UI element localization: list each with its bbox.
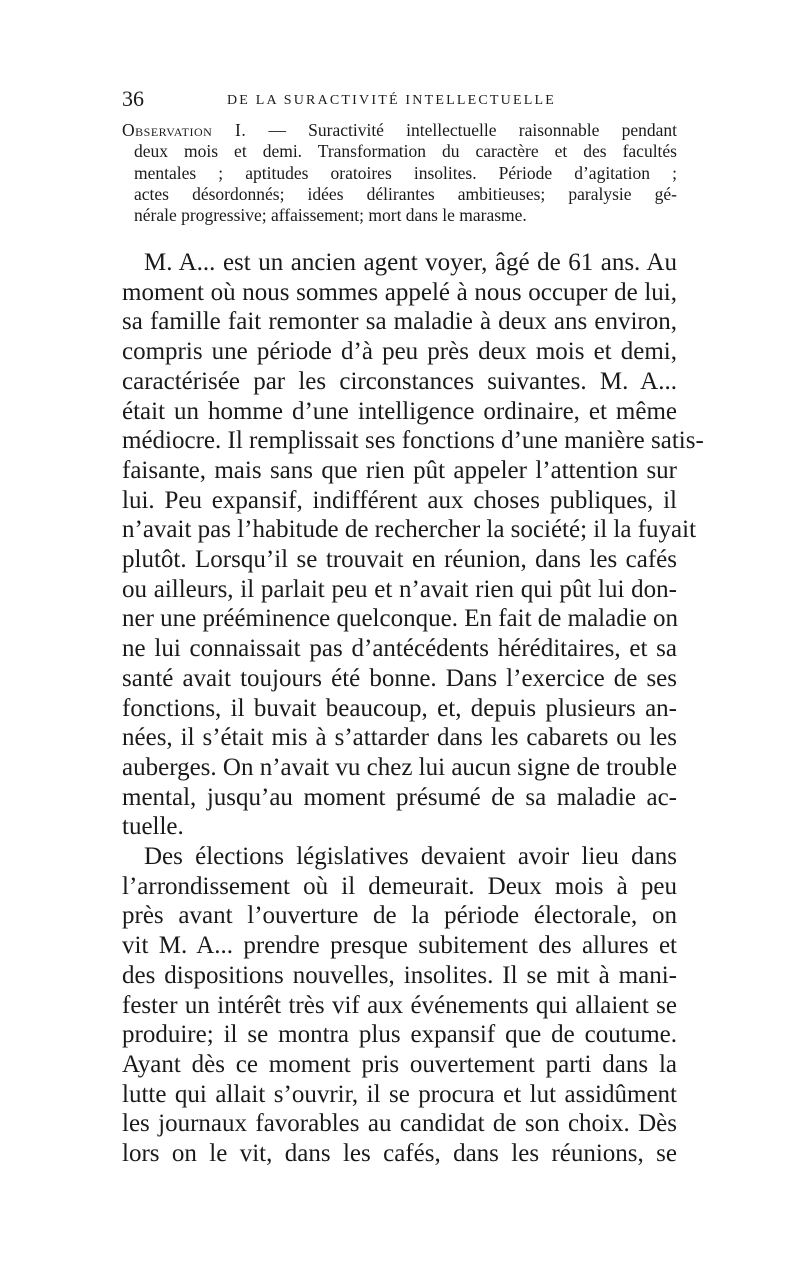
text-line: tuelle. [122,813,184,841]
text-line: fester un intérêt très vif aux événements qui allaient se [122,991,677,1019]
text-line: médiocre. Il remplissait ses fonctions d’une manière satis- [122,427,704,455]
text-line: Ayant dès ce moment pris ouvertement parti dans la [122,1050,677,1078]
page-number: 36 [122,86,144,111]
text-line: ne lui connaissait pas d’antécédents héréditaires, et sa [122,635,677,663]
observation-line: deux mois et demi. Transformation du caractère et des facultés [134,141,677,162]
paragraph-2 [122,842,677,1169]
text-line: était un homme d’une intelligence ordinaire, et même [122,397,677,425]
observation-line: mentales ; aptitudes oratoires insolites. Période d’agitation ; [134,162,677,183]
text-line: l’arrondissement où il demeurait. Deux mois à peu [122,872,677,900]
text-line: plutôt. Lorsqu’il se trouvait en réunion, dans les cafés [122,546,677,574]
text-line: n’avait pas l’habitude de rechercher la société; il la fuyait [122,516,697,544]
page-header [122,84,677,114]
text-line: produire; il se montra plus expansif que de coutume. [122,1021,677,1049]
text-line: Des élections législatives devaient avoir lieu dans [144,843,677,871]
observation-label: Observation I. [122,120,247,140]
text-line: M. A... est un ancien agent voyer, âgé de 61 ans. Au [144,249,677,276]
body-text [122,248,704,1169]
text-line: mental, jusqu’au moment présumé de sa maladie ac- [122,783,677,811]
text-line: sa famille fait remonter sa maladie à deux ans environ, [122,308,677,336]
observation-summary [122,120,677,226]
paragraph-1 [122,248,704,842]
text-line: caractérisée par les circonstances suivantes. M. A... [122,367,677,395]
text-line: lutte qui allait s’ouvrir, il se procura et lut assidûment [122,1080,677,1108]
text-line: lors on le vit, dans les cafés, dans les réunions, se [122,1140,677,1168]
text-line: fonctions, il buvait beaucoup, et, depuis plusieurs an- [122,694,677,722]
text-line: nées, il s’était mis à s’attarder dans les cabarets ou les [122,724,677,752]
text-line: faisante, mais sans que rien pût appeler l’attention sur [122,456,677,484]
text-line: vit M. A... prendre presque subitement des allures et [122,932,677,960]
running-head: DE LA SURACTIVITÉ INTELLECTUELLE [227,93,556,108]
text-line: compris une période d’à peu près deux mois et demi, [122,338,677,366]
observation-line: actes désordonnés; idées délirantes ambitieuses; paralysie gé- [134,183,677,204]
text-line: lui. Peu expansif, indifférent aux choses publiques, il [122,486,677,514]
observation-line: nérale progressive; affaissement; mort dans le marasme. [134,205,527,226]
observation-line: Observation I. — Suractivité intellectuelle raisonnable pendant [122,120,678,140]
text-line: santé avait toujours été bonne. Dans l’exercice de ses [122,664,677,692]
text-line: ou ailleurs, il parlait peu et n’avait rien qui pût lui don- [122,575,677,603]
text-line: près avant l’ouverture de la période électorale, on [122,902,677,930]
text-line: ner une prééminence quelconque. En fait de maladie on [122,605,679,633]
text-line: les journaux favorables au candidat de son choix. Dès [122,1110,677,1138]
text-line: des dispositions nouvelles, insolites. Il se mit à mani- [122,961,677,989]
text-line: moment où nous sommes appelé à nous occuper de lui, [122,278,677,306]
text-line: auberges. On n’avait vu chez lui aucun signe de trouble [122,753,677,781]
